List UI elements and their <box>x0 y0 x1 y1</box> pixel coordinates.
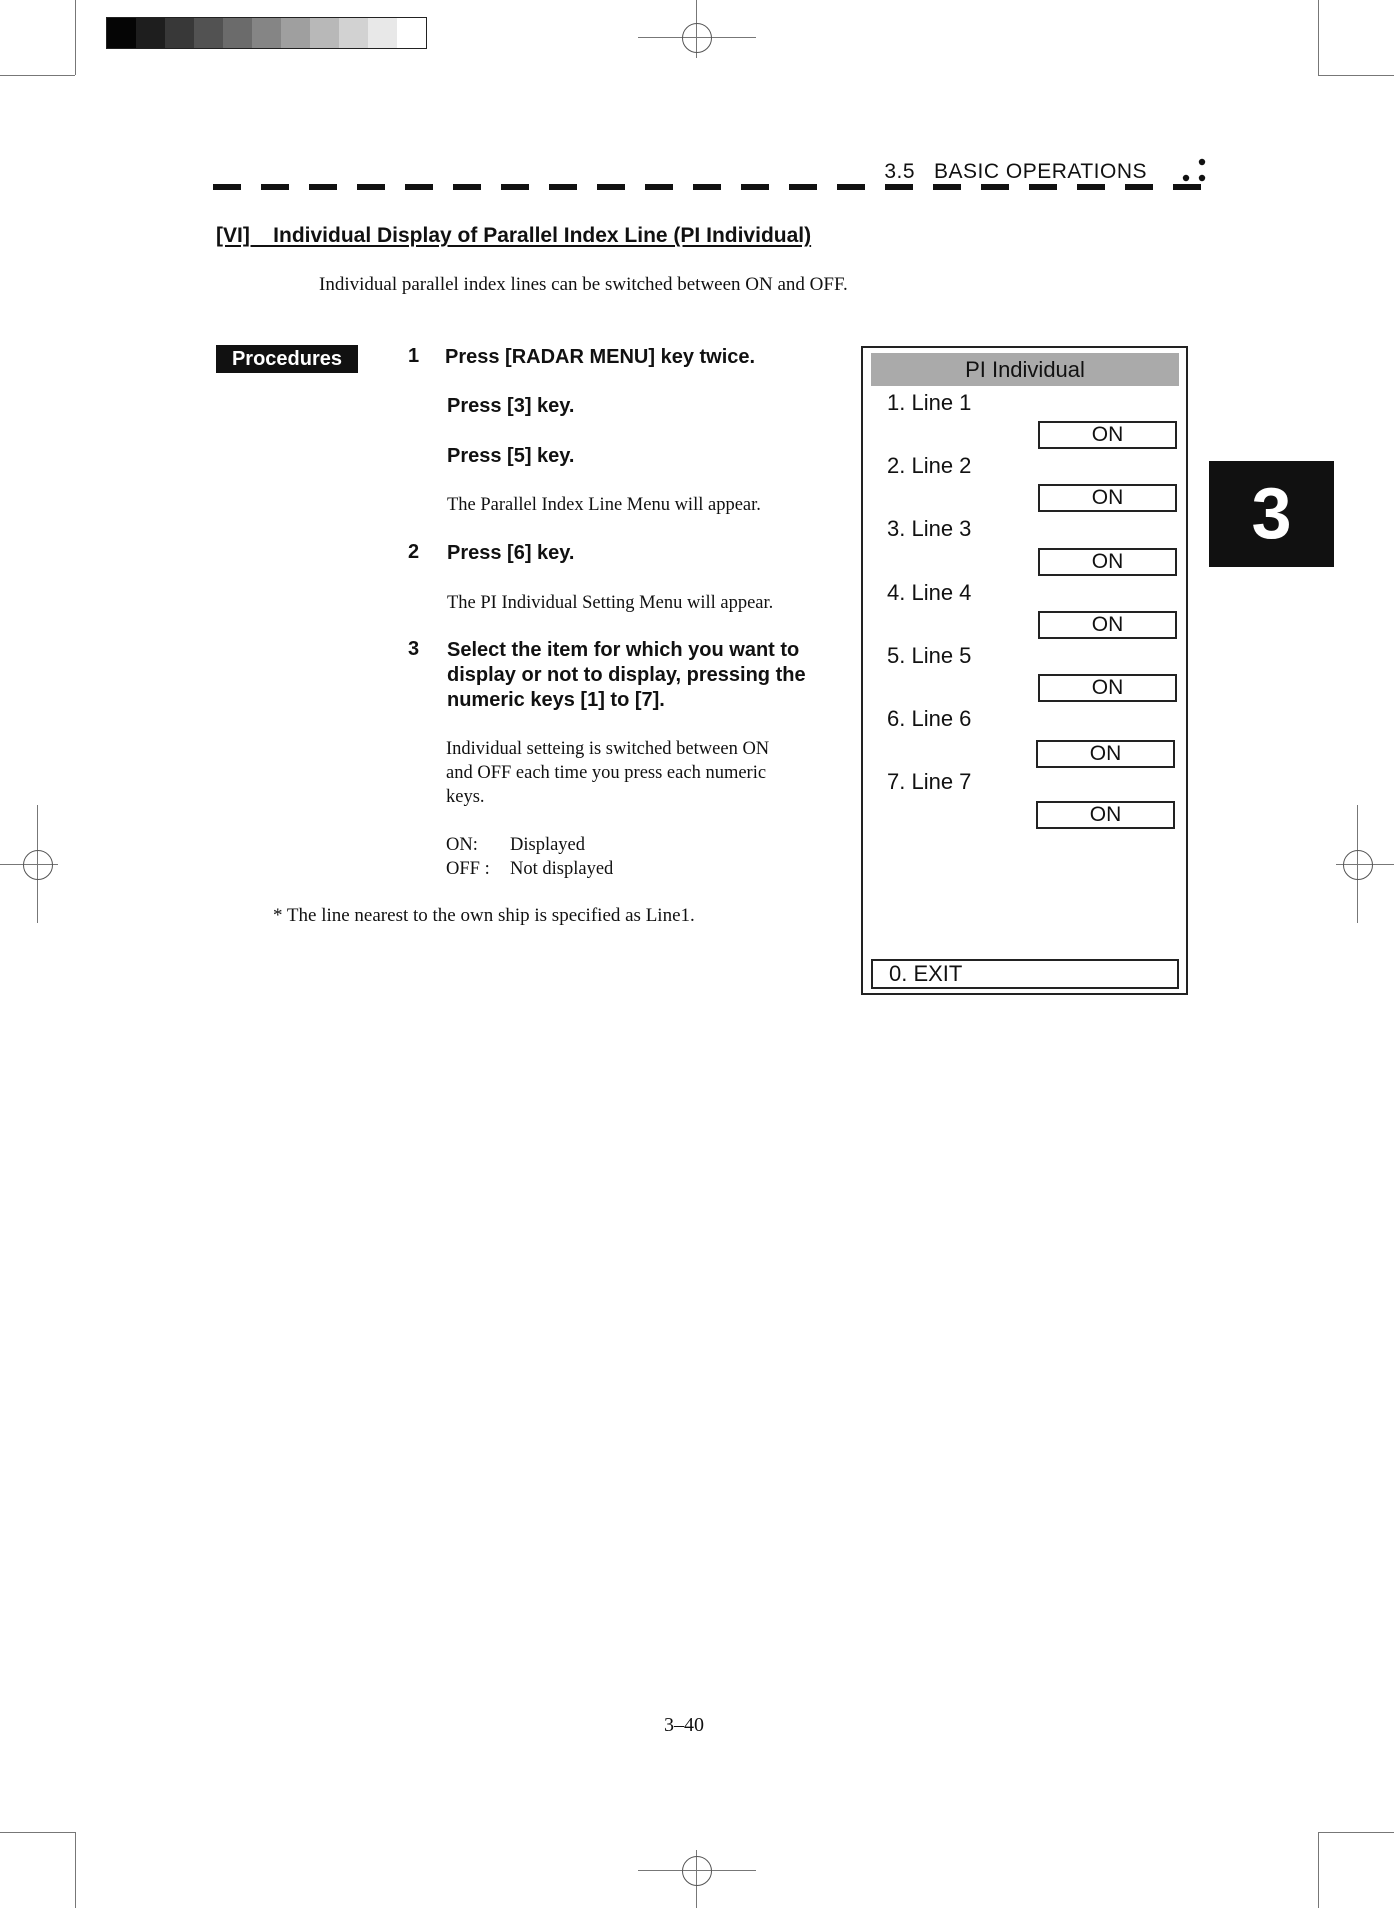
step-2-note: The PI Individual Setting Menu will appear. <box>447 593 774 613</box>
menu-value-line-5[interactable]: ON <box>1038 674 1177 702</box>
footnote: * The line nearest to the own ship is specified as Line1. <box>273 905 695 926</box>
menu-item-line-4[interactable]: 4. Line 4 <box>887 580 972 605</box>
legend-on-key: ON: <box>446 835 478 855</box>
menu-value-line-2[interactable]: ON <box>1038 484 1177 512</box>
step-3-action-3: numeric keys [1] to [7]. <box>447 689 665 711</box>
chapter-tab: 3 <box>1209 461 1334 567</box>
grayscale-calibration-bar <box>106 17 427 49</box>
step-3-action-1: Select the item for which you want to <box>447 639 800 661</box>
step-1-action-1: Press [RADAR MENU] key twice. <box>445 346 756 368</box>
procedures-badge: Procedures <box>216 345 358 373</box>
intro-text: Individual parallel index lines can be switched between ON and OFF. <box>319 274 848 295</box>
step-1-number: 1 <box>408 345 420 367</box>
step-3-note-line-3: keys. <box>446 787 485 807</box>
step-3-number: 3 <box>408 638 420 660</box>
header-dashed-rule <box>213 184 1203 190</box>
step-1-action-2: Press [3] key. <box>447 395 575 417</box>
menu-title: PI Individual <box>871 353 1179 386</box>
legend-on-value: Displayed <box>510 835 586 855</box>
menu-item-line-3[interactable]: 3. Line 3 <box>887 516 972 541</box>
section-title: [VI] Individual Display of Parallel Index Line (PI Individual) <box>216 224 812 247</box>
menu-value-line-4[interactable]: ON <box>1038 611 1177 639</box>
step-2-action-1: Press [6] key. <box>447 542 575 564</box>
step-3-action-2: display or not to display, pressing the <box>447 664 806 686</box>
step-2-number: 2 <box>408 541 420 563</box>
step-1-note: The Parallel Index Line Menu will appear. <box>447 495 761 515</box>
menu-value-line-6[interactable]: ON <box>1036 740 1175 768</box>
menu-exit-item[interactable]: 0. EXIT <box>871 959 1179 989</box>
page-number: 3–40 <box>664 1714 704 1736</box>
menu-value-line-1[interactable]: ON <box>1038 421 1177 449</box>
step-3-note-line-1: Individual setteing is switched between ON <box>446 739 770 759</box>
menu-item-line-7[interactable]: 7. Line 7 <box>887 769 972 794</box>
step-1-action-3: Press [5] key. <box>447 445 575 467</box>
menu-item-line-2[interactable]: 2. Line 2 <box>887 453 972 478</box>
step-3-note-line-2: and OFF each time you press each numeric <box>446 763 767 783</box>
legend-off-key: OFF : <box>446 859 490 879</box>
legend-off-value: Not displayed <box>510 859 614 879</box>
menu-value-line-7[interactable]: ON <box>1036 801 1175 829</box>
menu-item-line-5[interactable]: 5. Line 5 <box>887 643 972 668</box>
menu-item-line-6[interactable]: 6. Line 6 <box>887 706 972 731</box>
menu-item-line-1[interactable]: 1. Line 1 <box>887 390 972 415</box>
menu-value-line-3[interactable]: ON <box>1038 548 1177 576</box>
running-header: 3.5 BASIC OPERATIONS <box>884 160 1147 183</box>
